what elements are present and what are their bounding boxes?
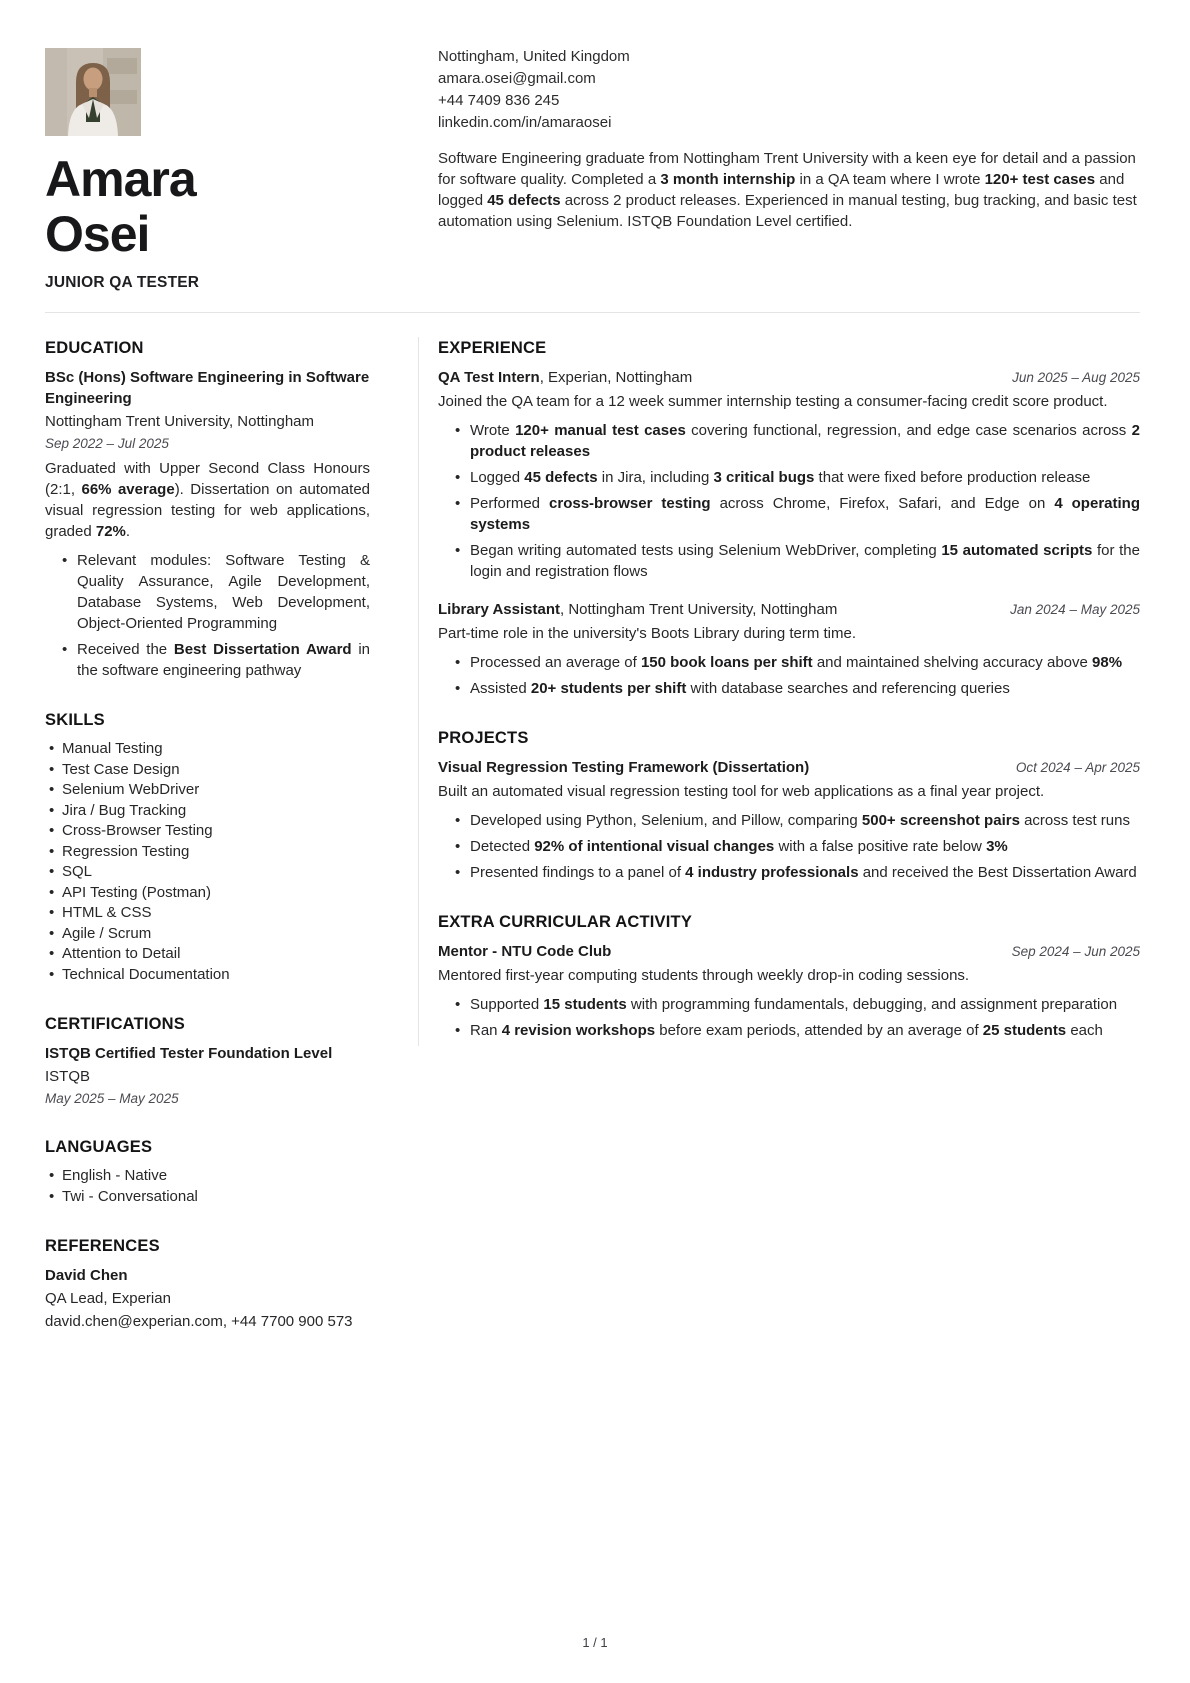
- header-divider: [45, 312, 1140, 313]
- contact-line: +44 7409 836 245: [438, 92, 560, 109]
- contact-line: Nottingham, United Kingdom: [438, 48, 630, 65]
- project-entry: [438, 757, 1140, 883]
- page-indicator: 1 / 1: [582, 1635, 608, 1650]
- profile-summary: Software Engineering graduate from Nottingham Trent University with a keen eye for detail and a passion for software quality. Completed a 3 month internship in a QA team where I wrote 120+ test cases and logged 45 defects across 2 product releases. Experienced in manual testing, bug tracking, and basic test automation using Selenium. ISTQB Foundation Level certified.: [438, 150, 1137, 230]
- bullet-item: • Processed an average of 150 book loans per shift and maintained shelving accuracy above 98%: [470, 652, 1140, 673]
- education-bullets: [45, 550, 370, 681]
- skill-item: • Selenium WebDriver: [62, 780, 370, 801]
- entry-header: [438, 757, 1140, 778]
- section-certifications: [45, 1013, 370, 1108]
- entry-bullets: [438, 652, 1140, 699]
- education-degree: BSc (Hons) Software Engineering in Software Engineering: [45, 369, 370, 407]
- entry-header: [438, 367, 1140, 388]
- section-extra-curricular: [438, 911, 1140, 1041]
- left-column: [45, 337, 370, 1332]
- education-heading: EDUCATION: [45, 339, 144, 357]
- experience-entries: [438, 367, 1140, 699]
- entry-bullets: [438, 994, 1140, 1041]
- education-school: Nottingham Trent University, Nottingham: [45, 413, 314, 430]
- bullet-item: • Supported 15 students with programming fundamentals, debugging, and assignment preparation: [470, 994, 1140, 1015]
- skill-item: • HTML & CSS: [62, 903, 370, 924]
- skill-item: • Agile / Scrum: [62, 924, 370, 945]
- right-column: [418, 337, 1140, 1046]
- entry-header: [438, 941, 1140, 962]
- certification-dates: May 2025 – May 2025: [45, 1091, 179, 1106]
- bullet-item: • Performed cross-browser testing across Chrome, Firefox, Safari, and Edge on 4 operating systems: [470, 493, 1140, 535]
- skills-list: [45, 739, 370, 985]
- section-skills: [45, 709, 370, 985]
- entry-dates: Jan 2024 – May 2025: [1010, 602, 1140, 617]
- extra-curricular-entries: [438, 941, 1140, 1041]
- skill-item: • Cross-Browser Testing: [62, 821, 370, 842]
- entry-description: Joined the QA team for a 12 week summer internship testing a consumer-facing credit score product.: [438, 393, 1108, 410]
- experience-entry: [438, 599, 1140, 699]
- skill-item: • API Testing (Postman): [62, 883, 370, 904]
- profile-photo: [45, 48, 141, 136]
- skill-item: • Technical Documentation: [62, 965, 370, 986]
- header-contact-summary: [438, 46, 1140, 293]
- languages-heading: LANGUAGES: [45, 1138, 153, 1156]
- education-description: Graduated with Upper Second Class Honours (2:1, 66% average). Dissertation on automated visual regression testing for web applications, graded 72%.: [45, 460, 370, 540]
- languages-list: [45, 1166, 370, 1207]
- bullet-item: • Wrote 120+ manual test cases covering functional, regression, and edge case scenarios across 2 product releases: [470, 420, 1140, 462]
- references-heading: REFERENCES: [45, 1237, 160, 1255]
- skill-item: • SQL: [62, 862, 370, 883]
- experience-heading: EXPERIENCE: [438, 339, 547, 357]
- bullet-item: • Ran 4 revision workshops before exam periods, attended by an average of 25 students each: [470, 1020, 1140, 1041]
- contact-line: amara.osei@gmail.com: [438, 70, 596, 87]
- skill-item: • Test Case Design: [62, 760, 370, 781]
- education-dates: Sep 2022 – Jul 2025: [45, 436, 169, 451]
- entry-dates: Oct 2024 – Apr 2025: [1015, 760, 1140, 775]
- bullet-item: • Relevant modules: Software Testing & Quality Assurance, Agile Development, Database Systems, Web Development, Object-Oriented Programming: [77, 550, 370, 634]
- entry-title: Mentor - NTU Code Club: [438, 943, 612, 960]
- name-line-1: Amara: [45, 151, 196, 207]
- reference-role: QA Lead, Experian: [45, 1290, 171, 1307]
- entry-title: Library Assistant, Nottingham Trent University, Nottingham: [438, 601, 838, 618]
- skill-item: • Jira / Bug Tracking: [62, 801, 370, 822]
- entry-description: Built an automated visual regression testing tool for web applications as a final year project.: [438, 783, 1045, 800]
- project-entries: [438, 757, 1140, 883]
- entry-title: Visual Regression Testing Framework (Dissertation): [438, 759, 810, 776]
- name-line-2: Osei: [45, 206, 150, 262]
- job-title: JUNIOR QA TESTER: [45, 274, 200, 291]
- section-languages: [45, 1136, 370, 1207]
- experience-entry: [438, 367, 1140, 582]
- bullet-item: • Detected 92% of intentional visual changes with a false positive rate below 3%: [470, 836, 1140, 857]
- reference-name: David Chen: [45, 1267, 128, 1284]
- extra-curricular-entry: [438, 941, 1140, 1041]
- content-columns: [45, 337, 1140, 1332]
- language-item: • Twi - Conversational: [62, 1187, 370, 1208]
- section-experience: [438, 337, 1140, 699]
- header: [45, 46, 1140, 293]
- section-references: [45, 1235, 370, 1332]
- section-education: [45, 337, 370, 681]
- entry-dates: Sep 2024 – Jun 2025: [1011, 944, 1140, 959]
- certification-name: ISTQB Certified Tester Foundation Level: [45, 1045, 333, 1062]
- entry-title: QA Test Intern, Experian, Nottingham: [438, 369, 693, 386]
- contact-list: [438, 46, 1140, 134]
- bullet-item: • Logged 45 defects in Jira, including 3 critical bugs that were fixed before production release: [470, 467, 1140, 488]
- entry-dates: Jun 2025 – Aug 2025: [1012, 370, 1140, 385]
- entry-bullets: [438, 810, 1140, 883]
- section-projects: [438, 727, 1140, 883]
- skill-item: • Attention to Detail: [62, 944, 370, 965]
- skill-item: • Manual Testing: [62, 739, 370, 760]
- certification-issuer: ISTQB: [45, 1068, 91, 1085]
- contact-line: linkedin.com/in/amaraosei: [438, 114, 612, 131]
- bullet-item: • Developed using Python, Selenium, and Pillow, comparing 500+ screenshot pairs across test runs: [470, 810, 1140, 831]
- skill-item: • Regression Testing: [62, 842, 370, 863]
- entry-bullets: [438, 420, 1140, 582]
- candidate-name: [45, 152, 370, 262]
- bullet-item: • Assisted 20+ students per shift with database searches and referencing queries: [470, 678, 1140, 699]
- header-identity: [45, 46, 370, 293]
- extra-curricular-heading: EXTRA CURRICULAR ACTIVITY: [438, 913, 693, 931]
- bullet-item: • Began writing automated tests using Selenium WebDriver, completing 15 automated scripts for the login and registration flows: [470, 540, 1140, 582]
- entry-header: [438, 599, 1140, 620]
- entry-description: Mentored first-year computing students through weekly drop-in coding sessions.: [438, 967, 970, 984]
- projects-heading: PROJECTS: [438, 729, 529, 747]
- bullet-item: • Presented findings to a panel of 4 industry professionals and received the Best Dissertation Award: [470, 862, 1140, 883]
- certifications-heading: CERTIFICATIONS: [45, 1015, 185, 1033]
- bullet-item: • Received the Best Dissertation Award in the software engineering pathway: [77, 639, 370, 681]
- entry-description: Part-time role in the university's Boots Library during term time.: [438, 625, 857, 642]
- skills-heading: SKILLS: [45, 711, 105, 729]
- language-item: • English - Native: [62, 1166, 370, 1187]
- reference-contact: david.chen@experian.com, +44 7700 900 573: [45, 1313, 353, 1330]
